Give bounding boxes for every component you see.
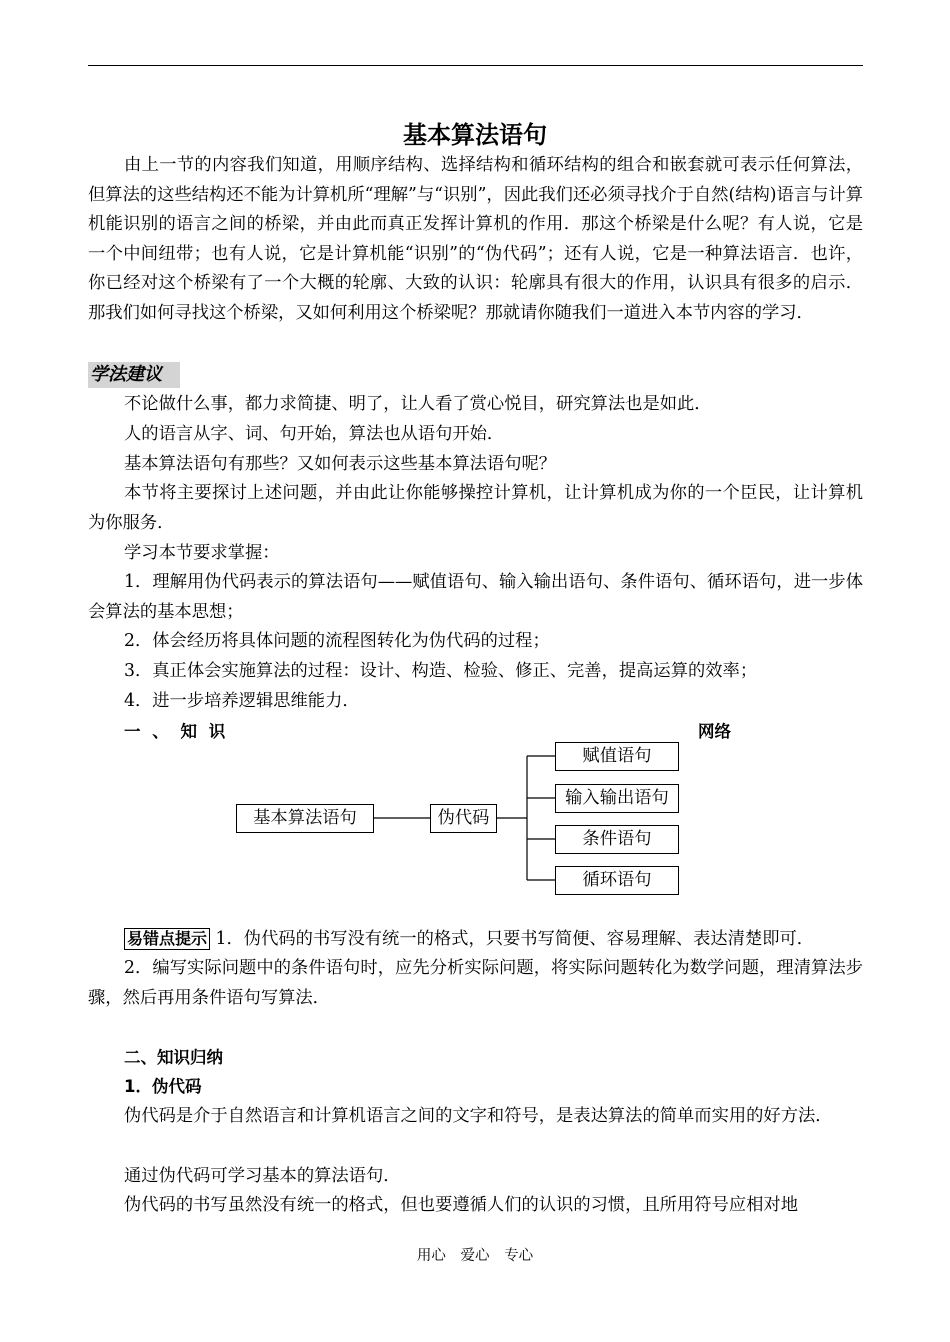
diagram-root-node: 基本算法语句 [236,804,374,833]
diagram-branch-io: 输入输出语句 [555,784,679,813]
advice-paragraph-4: 本节将主要探讨上述问题，并由此让你能够操控计算机，让计算机成为你的一个臣民，让计算机为你服务． [88,483,863,533]
page-title: 基本算法语句 [403,121,547,149]
advice-paragraph-5: 学习本节要求掌握： [124,543,280,563]
diagram-branch-condition: 条件语句 [555,825,679,854]
diagram-branch-loop: 循环语句 [555,866,679,895]
induction-paragraph-1: 伪代码是介于自然语言和计算机语言之间的文字和符号，是表达算法的简单而实用的好方法． [124,1106,833,1126]
error-hint-item-1: 1．伪代码的书写没有统一的格式，只要书写简便、容易理解、表达清楚即可． [215,929,815,949]
induction-subheading-pseudocode: 1．伪代码 [124,1077,202,1096]
knowledge-network-heading-right: 网络 [698,722,731,741]
induction-paragraph-3: 伪代码的书写虽然没有统一的格式，但也要遵循人们的认识的习惯，且所用符号应相对地 [124,1195,798,1215]
diagram-pseudocode-node: 伪代码 [430,804,497,833]
knowledge-network-heading: 一 、 知 识 [124,722,226,741]
induction-heading: 二、知识归纳 [124,1048,223,1067]
requirement-2: 2．体会经历将具体问题的流程图转化为伪代码的过程； [124,631,550,651]
diagram-branch-assignment: 赋值语句 [555,742,679,771]
intro-paragraph: 由上一节的内容我们知道，用顺序结构、选择结构和循环结构的组合和嵌套就可表示任何算法，但算法的这些结构还不能为计算机所“理解”与“识别”，因此我们还必须寻找介于自然(结构)语言与计算机能识别的语言之间的桥梁，并由此而真正发挥计算机的作用．那这个桥梁是什么呢？有人说，它是一个中间纽带；也有人说，它是计算机能“识别”的“伪代码”；还有人说，它是一种算法语言．也许，你已经对这个桥梁有了一个大概的轮廓、大致的认识：轮廓具有很大的作用，认识具有很多的启示．那我们如何寻找这个桥梁，又如何利用这个桥梁呢？那就请你随我们一道进入本节内容的学习． [88,155,863,323]
study-advice-heading: 学法建议 [88,362,180,388]
advice-paragraph-2: 人的语言从字、词、句开始，算法也从语句开始． [124,424,505,444]
page-footer: 用心 爱心 专心 [416,1248,534,1264]
induction-paragraph-2: 通过伪代码可学习基本的算法语句． [124,1166,401,1186]
advice-paragraph-3: 基本算法语句有那些？又如何表示这些基本算法语句呢？ [124,454,557,474]
requirement-1: 1．理解用伪代码表示的算法语句——赋值语句、输入输出语句、条件语句、循环语句，进一步体会算法的基本思想； [88,572,863,622]
advice-paragraph-1: 不论做什么事，都力求简捷、明了，让人看了赏心悦目，研究算法也是如此． [124,394,712,414]
requirement-3: 3．真正体会实施算法的过程：设计、构造、检验、修正、完善，提高运算的效率； [124,661,758,681]
error-hint-item-2: 2．编写实际问题中的条件语句时，应先分析实际问题，将实际问题转化为数学问题，理清算法步骤，然后再用条件语句写算法． [88,958,863,1008]
error-hint-label: 易错点提示 [124,928,210,950]
header-rule [88,65,863,66]
requirement-4: 4．进一步培养逻辑思维能力． [124,691,360,711]
error-hint-line-1 [124,925,814,954]
